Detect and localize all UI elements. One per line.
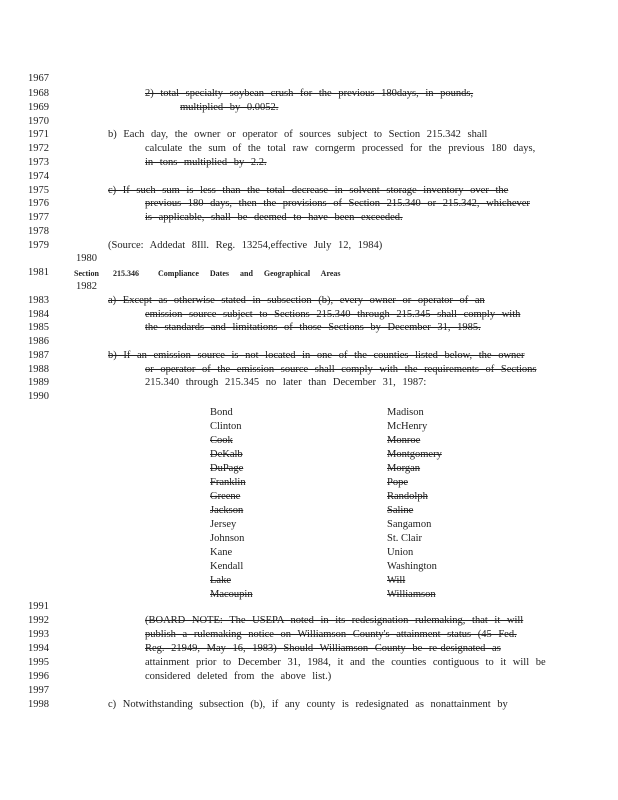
county-name: Lake	[210, 575, 231, 586]
struck-text-line: the standards and limitations of those Sections by December 31, 1985.	[145, 322, 481, 333]
struck-text-line: previous 180 days, then the provisions of Section 215.340 or 215.342, whichever	[145, 198, 530, 209]
line-number: 1987	[28, 350, 49, 361]
line-number: 1972	[28, 143, 49, 154]
struck-text-line: 2) total specialty soybean crush for the previous 180days, in pounds,	[145, 88, 474, 99]
struck-text-line: a) Except as otherwise stated in subsection (b), every owner or operator of an	[108, 295, 485, 306]
county-name: Will	[387, 575, 406, 586]
line-number: 1986	[28, 336, 49, 347]
board-note-line: attainment prior to December 31, 1984, it and the counties contiguous to it will be	[145, 657, 546, 668]
struck-text-line: publish a rulemaking notice on Williamson County's attainment status (45 Fed.	[145, 629, 517, 640]
line-number: 1992	[28, 615, 49, 626]
county-name: Jersey	[210, 519, 237, 530]
line-number: 1996	[28, 671, 49, 682]
line-number: 1989	[28, 377, 49, 388]
struck-text-line: c) If such sum is less than the total decrease in solvent storage inventory over the	[108, 185, 509, 196]
county-name: Sangamon	[387, 519, 432, 530]
county-name: Bond	[210, 407, 233, 418]
line-number: 1967	[28, 73, 49, 84]
line-number: 1988	[28, 364, 49, 375]
county-name: Greene	[210, 491, 241, 502]
county-name: Williamson	[387, 589, 436, 600]
county-name: Jackson	[210, 505, 244, 516]
line-number: 1985	[28, 322, 49, 333]
county-name: Washington	[387, 561, 437, 572]
line-number: 1994	[28, 643, 49, 654]
county-name: Cook	[210, 435, 233, 446]
county-name: Pope	[387, 477, 408, 488]
line-number: 1982	[76, 281, 97, 292]
line-number: 1991	[28, 601, 49, 612]
struck-text-line: in tons multiplied by 2.2.	[145, 157, 267, 168]
county-name: Morgan	[387, 463, 421, 474]
county-name: Saline	[387, 505, 414, 516]
line-number: 1981	[28, 267, 49, 278]
line-number: 1983	[28, 295, 49, 306]
line-number: 1978	[28, 226, 49, 237]
struck-text-line: b) If an emission source is not located in one of the counties listed below, the owner	[108, 350, 525, 361]
county-name: DuPage	[210, 463, 244, 474]
line-number: 1970	[28, 116, 49, 127]
paragraph-b-line: 215.340 through 215.345 no later than December 31, 1987:	[145, 377, 427, 388]
line-number: 1979	[28, 240, 49, 251]
line-number: 1971	[28, 129, 49, 140]
struck-text-line: is applicable, shall be deemed to have been exceeded.	[145, 212, 403, 223]
county-name: DeKalb	[210, 449, 243, 460]
line-number: 1993	[28, 629, 49, 640]
line-number: 1995	[28, 657, 49, 668]
county-name: McHenry	[387, 421, 428, 432]
county-name: Clinton	[210, 421, 242, 432]
line-number: 1997	[28, 685, 49, 696]
line-number: 1974	[28, 171, 49, 182]
county-name: St. Clair	[387, 533, 423, 544]
line-number: 1990	[28, 391, 49, 402]
county-name: Kendall	[210, 561, 244, 572]
line-number: 1969	[28, 102, 49, 113]
section-number: 215.346	[113, 269, 139, 278]
board-note-line: considered deleted from the above list.)	[145, 671, 332, 682]
section-title: Compliance Dates and Geographical Areas	[158, 269, 341, 278]
county-name: Union	[387, 547, 414, 558]
county-name: Kane	[210, 547, 233, 558]
struck-text-line: Reg. 21949, May 16, 1983) Should Williamson County be re-designated as	[145, 643, 501, 654]
county-name: Franklin	[210, 477, 246, 488]
struck-text-line: emission source subject to Sections 215.340 through 215.345 shall comply with	[145, 309, 521, 320]
line-number: 1976	[28, 198, 49, 209]
line-number: 1980	[76, 253, 97, 264]
paragraph-b-line: b) Each day, the owner or operator of sources subject to Section 215.342 shall	[108, 129, 488, 140]
county-name: Montgomery	[387, 449, 442, 460]
county-name: Johnson	[210, 533, 245, 544]
struck-text-line: (BOARD NOTE: The USEPA noted in its redesignation rulemaking, that it will	[145, 615, 524, 626]
source-note: (Source: Addedat 8Ill. Reg. 13254,effective July 12, 1984)	[108, 240, 383, 251]
struck-text-line: or operator of the emission source shall comply with the requirements of Sections	[145, 364, 537, 375]
paragraph-c-line: c) Notwithstanding subsection (b), if any county is redesignated as nonattainment by	[108, 699, 508, 710]
line-number: 1968	[28, 88, 49, 99]
county-name: Monroe	[387, 435, 421, 446]
line-number: 1984	[28, 309, 49, 320]
county-name: Madison	[387, 407, 424, 418]
county-name: Macoupin	[210, 589, 253, 600]
line-number: 1975	[28, 185, 49, 196]
paragraph-b-line: calculate the sum of the total raw corngerm processed for the previous 180 days,	[145, 143, 536, 154]
county-name: Randolph	[387, 491, 428, 502]
line-number: 1973	[28, 157, 49, 168]
line-number: 1998	[28, 699, 49, 710]
section-label: Section	[74, 269, 99, 278]
line-number: 1977	[28, 212, 49, 223]
struck-text-line: multiplied by 0.0052.	[180, 102, 279, 113]
